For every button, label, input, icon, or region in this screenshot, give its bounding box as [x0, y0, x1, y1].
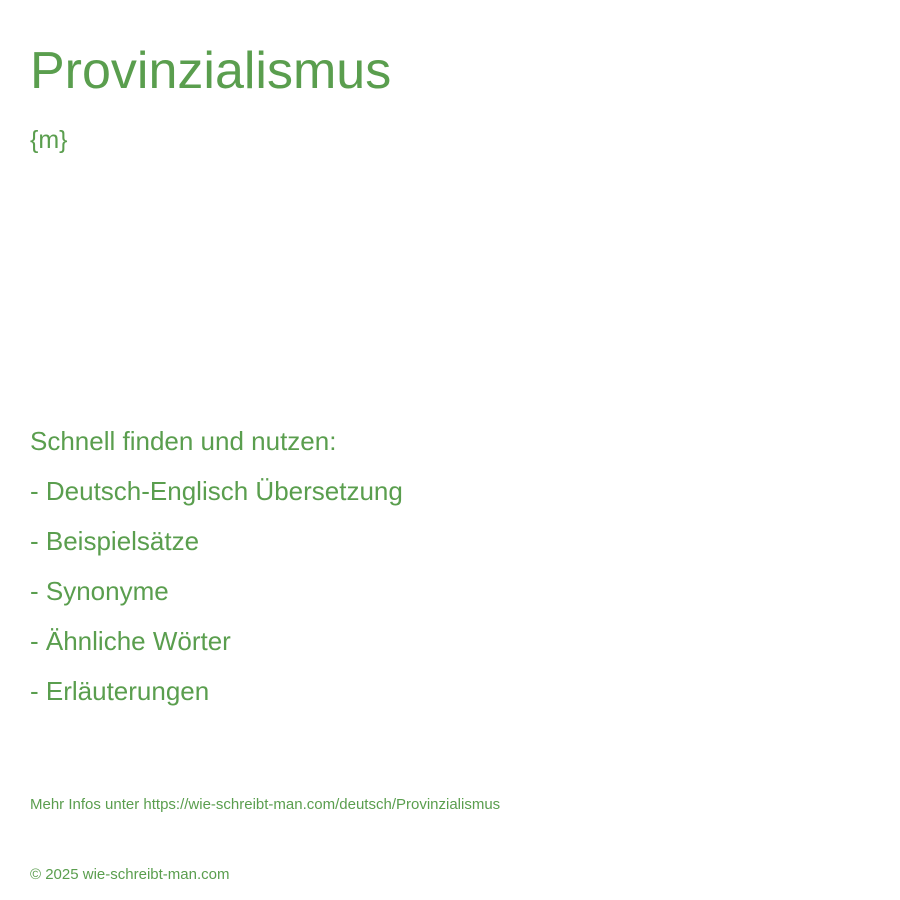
feature-list — [30, 474, 403, 724]
feature-item-example-sentences: - Beispielsätze — [30, 526, 200, 556]
feature-item-similar-words: - Ähnliche Wörter — [30, 626, 231, 656]
gender-label: {m} — [30, 126, 68, 154]
features-heading: Schnell finden und nutzen: — [30, 426, 337, 456]
copyright-text: © 2025 wie-schreibt-man.com — [30, 866, 230, 883]
feature-item-synonyms: - Synonyme — [30, 576, 169, 606]
features-section — [30, 424, 403, 724]
feature-item-translation: - Deutsch-Englisch Übersetzung — [30, 476, 403, 506]
more-info-text: Mehr Infos unter https://wie-schreibt-man.com/deutsch/Provinzialismus — [30, 796, 501, 813]
page-title: Provinzialismus — [30, 42, 392, 100]
feature-item-explanations: - Erläuterungen — [30, 676, 210, 706]
